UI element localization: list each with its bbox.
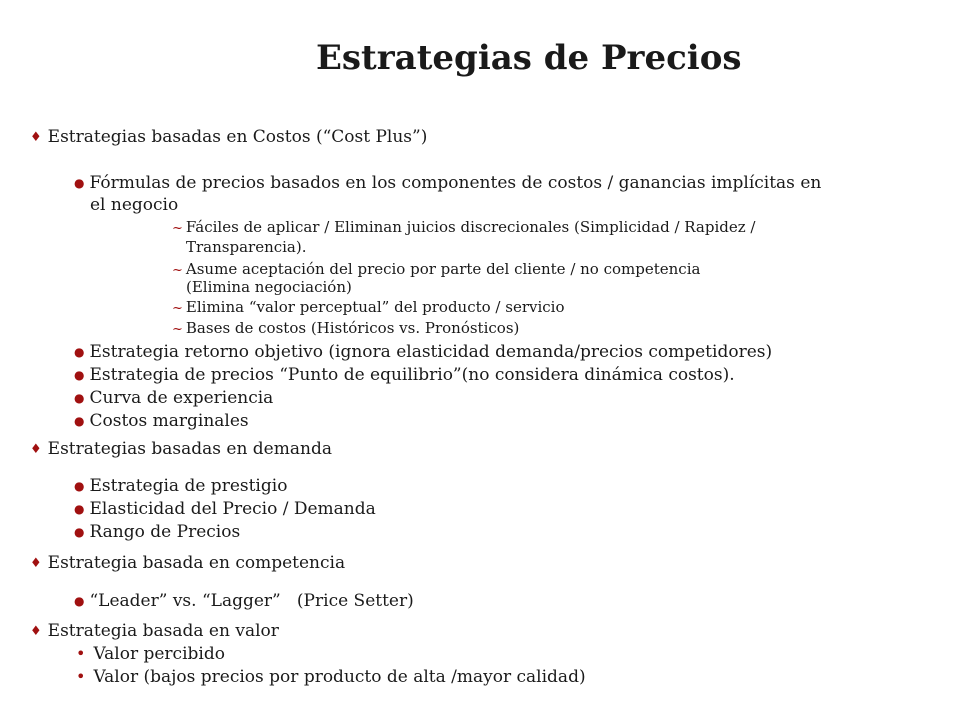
list-item (74, 341, 772, 363)
page-title: Estrategias de Precios (316, 38, 742, 78)
tilde-bullet-icon: ~ (172, 301, 183, 316)
item-text: Valor percibido (93, 644, 225, 664)
dot-bullet-icon: ● (74, 502, 85, 516)
dot-bullet-icon: ● (74, 479, 85, 493)
list-item (76, 666, 586, 688)
item-text: Estrategia de prestigio (89, 476, 288, 496)
tilde-bullet-icon: ~ (172, 221, 183, 236)
item-text: Estrategia retorno objetivo (ignora elasticidad demanda/precios competidores) (89, 342, 773, 362)
dot-bullet-icon: ● (74, 368, 85, 382)
list-item (74, 498, 376, 520)
item-text: Curva de experiencia (89, 388, 274, 408)
dot-bullet-icon: ● (74, 391, 85, 405)
section-heading-demand (30, 438, 332, 461)
tilde-bullet-icon: ~ (172, 263, 183, 278)
list-item (74, 475, 287, 497)
item-text: Fórmulas de precios basados en los componentes de costos / ganancias implícitas en (89, 173, 822, 193)
list-item (74, 172, 821, 194)
heading-text: Estrategia basada en competencia (47, 553, 346, 573)
list-item-continuation: el negocio (90, 195, 179, 215)
sub-list-item (172, 260, 700, 280)
sub-list-item-continuation: (Elimina negociación) (186, 278, 352, 296)
list-item (74, 521, 240, 543)
dot-bullet-icon: ● (74, 414, 85, 428)
heading-text: Estrategias basadas en demanda (47, 439, 332, 459)
diamond-bullet-icon: ♦ (30, 624, 42, 639)
list-item (74, 364, 735, 386)
diamond-bullet-icon: ♦ (30, 130, 42, 145)
item-text: Bases de costos (Históricos vs. Pronósticos) (185, 319, 520, 337)
section-heading-costs (30, 126, 427, 149)
item-text: Elimina “valor perceptual” del producto / servicio (185, 298, 565, 316)
section-heading-value (30, 620, 279, 643)
item-text: Fáciles de aplicar / Eliminan juicios discrecionales (Simplicidad / Rapidez / (185, 218, 756, 236)
dot-bullet-icon: ● (74, 594, 85, 608)
list-item (74, 410, 249, 432)
item-text: “Leader” vs. “Lagger” (Price Setter) (89, 591, 414, 611)
dot-bullet-icon: ● (74, 176, 85, 190)
list-item (74, 387, 273, 409)
diamond-bullet-icon: ♦ (30, 556, 42, 571)
heading-text: Estrategias basadas en Costos (“Cost Plus”) (47, 127, 428, 147)
item-text: Asume aceptación del precio por parte del cliente / no competencia (185, 260, 701, 278)
sub-list-item (172, 218, 755, 238)
dot-bullet-icon: ● (74, 345, 85, 359)
tilde-bullet-icon: ~ (172, 322, 183, 337)
bullet-icon: • (76, 644, 86, 663)
item-text: Valor (bajos precios por producto de alta /mayor calidad) (93, 667, 586, 687)
item-text: Elasticidad del Precio / Demanda (89, 499, 376, 519)
item-text: Costos marginales (89, 411, 249, 431)
sub-list-item-continuation: Transparencia). (186, 238, 307, 256)
list-item (76, 643, 225, 665)
sub-list-item (172, 298, 565, 318)
item-text: Rango de Precios (89, 522, 241, 542)
dot-bullet-icon: ● (74, 525, 85, 539)
heading-text: Estrategia basada en valor (47, 621, 279, 641)
section-heading-competition (30, 552, 345, 575)
list-item (74, 590, 414, 612)
item-text: Estrategia de precios “Punto de equilibrio”(no considera dinámica costos). (89, 365, 735, 385)
diamond-bullet-icon: ♦ (30, 442, 42, 457)
bullet-icon: • (76, 667, 86, 686)
sub-list-item (172, 319, 519, 339)
